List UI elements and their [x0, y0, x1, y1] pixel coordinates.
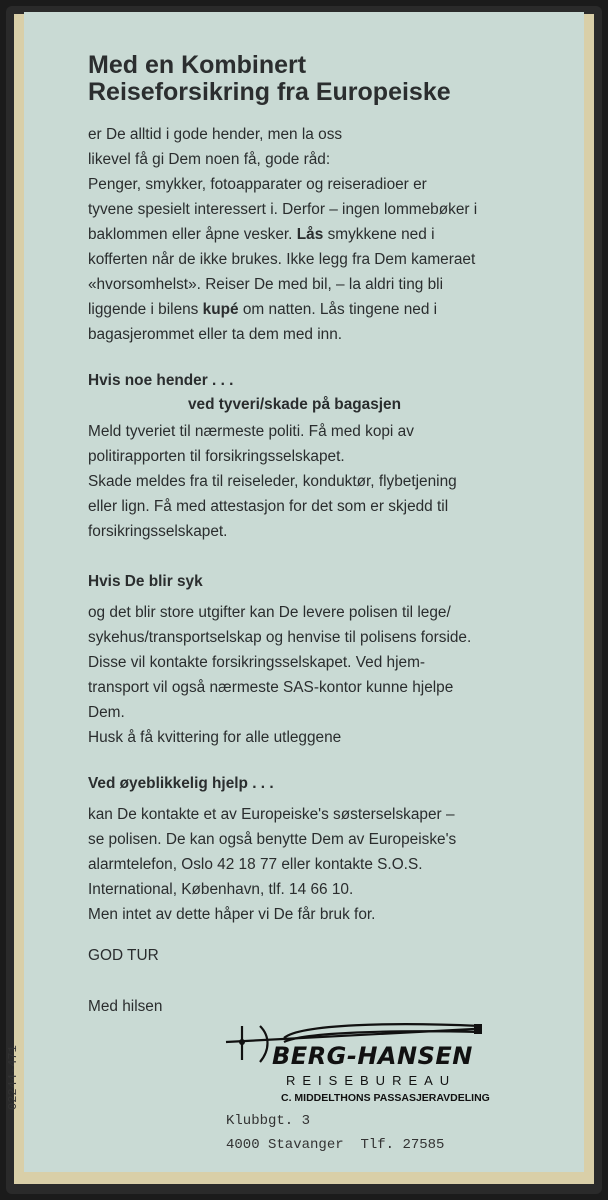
help-line: se polisen. De kan også benytte Dem av Europeiske's: [88, 831, 457, 848]
sick-line: Husk å få kvittering for alle utleggene: [88, 729, 342, 746]
sick-line: og det blir store utgifter kan De levere polisen til lege/: [88, 604, 451, 621]
theft-line: Skade meldes fra til reiseleder, konduktør, flybetjening: [88, 473, 457, 490]
sick-heading-block: [88, 570, 568, 594]
sick-line: Disse vil kontakte forsikringsselskapet. Ved hjem-: [88, 654, 426, 671]
intro-text: liggende i bilens: [88, 301, 199, 318]
help-line: kan De kontakte et av Europeiske's søsterselskaper –: [88, 806, 455, 823]
help-heading-block: [88, 772, 568, 796]
intro-text: smykkene ned i: [327, 226, 435, 243]
intro-line: er De alltid i gode hender, men la oss: [88, 126, 343, 143]
intro-text: om natten. Lås tingene ned i: [242, 301, 438, 318]
intro-line: bagasjerommet eller ta dem med inn.: [88, 326, 343, 343]
intro-bold-word: Lås: [296, 226, 324, 243]
intro-line: [88, 297, 568, 322]
agency-city: 4000 Stavanger: [226, 1137, 344, 1153]
help-line: Men intet av dette håper vi De får bruk for.: [88, 906, 376, 923]
phone-number: 27585: [402, 1137, 445, 1153]
leaflet: [24, 12, 584, 1172]
theft-subheading: ved tyveri/skade på bagasjen: [188, 396, 402, 413]
closing-regards: Med hilsen: [88, 998, 163, 1015]
help-line: International, København, tlf. 14 66 10.: [88, 881, 354, 898]
closing-greeting: GOD TUR: [88, 947, 159, 964]
agency-address: Klubbgt. 3: [226, 1113, 311, 1129]
help-heading: Ved øyeblikkelig hjelp . . .: [88, 775, 274, 792]
form-code: 02244-471: [6, 1045, 20, 1110]
help-section: [88, 802, 568, 927]
sick-line: sykehus/transportselskap og henvise til polisens forside.: [88, 629, 472, 646]
title-block: [88, 52, 568, 106]
intro-section: [88, 122, 568, 347]
intro-line: [88, 222, 568, 247]
sick-line: Dem.: [88, 704, 125, 721]
intro-line: Penger, smykker, fotoapparater og reiseradioer er: [88, 176, 427, 193]
theft-section: [88, 419, 568, 544]
sick-section: [88, 600, 568, 750]
page-title-line1: Med en Kombinert: [88, 51, 307, 79]
intro-text: baklommen eller åpne vesker.: [88, 226, 293, 243]
agency-subtitle: REISEBUREAU: [286, 1073, 457, 1088]
page-title-line2: Reiseforsikring fra Europeiske: [88, 78, 451, 106]
intro-bold-word: kupé: [202, 301, 239, 318]
intro-line: likevel få gi Dem noen få, gode råd:: [88, 151, 331, 168]
agency-city-phone: [226, 1137, 444, 1153]
theft-line: Meld tyveriet til nærmeste politi. Få med kopi av: [88, 423, 414, 440]
sick-heading: Hvis De blir syk: [88, 573, 203, 590]
theft-line: politirapporten til forsikringsselskapet.: [88, 448, 345, 465]
agency-department: C. MIDDELTHONS PASSASJERAVDELING: [281, 1092, 490, 1104]
sick-line: transport vil også nærmeste SAS-kontor kunne hjelpe: [88, 679, 454, 696]
intro-line: «hvorsomhelst». Reiser De med bil, – la aldri ting bli: [88, 276, 443, 293]
phone-label: Tlf.: [360, 1137, 395, 1153]
intro-line: tyvene spesielt interessert i. Derfor – ingen lommebøker i: [88, 201, 478, 218]
intro-line: kofferten når de ikke brukes. Ikke legg fra Dem kameraet: [88, 251, 476, 268]
theft-line: eller lign. Få med attestasjon for det som er skjedd til: [88, 498, 449, 515]
agency-name: BERG-HANSEN: [272, 1042, 473, 1070]
theft-heading: Hvis noe hender . . .: [88, 372, 234, 389]
theft-heading-block: [88, 369, 568, 417]
theft-line: forsikringsselskapet.: [88, 523, 228, 540]
help-line: alarmtelefon, Oslo 42 18 77 eller kontakte S.O.S.: [88, 856, 423, 873]
